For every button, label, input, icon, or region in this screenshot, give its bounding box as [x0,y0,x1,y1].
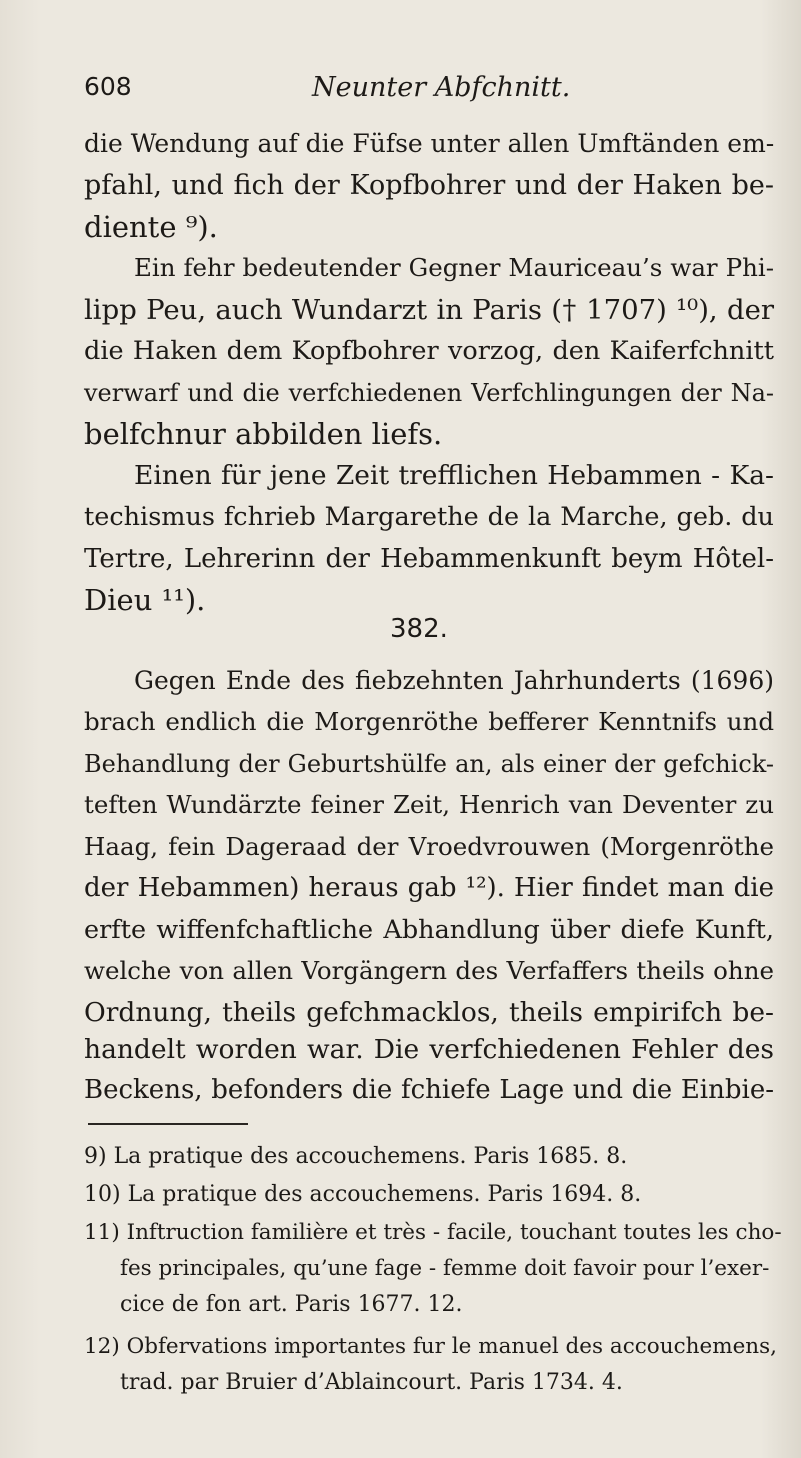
page-number: 608 [84,72,132,101]
text-line: Tertre, Lehrerinn der Hebammenkunft beym Hôtel- [84,544,774,574]
text-line: der Hebammen) heraus gab ¹²). Hier findet man die [84,873,774,903]
text-line: teften Wundärzte feiner Zeit, Henrich van Deventer zu [84,790,774,819]
footnote-continuation: trad. par Bruier d’Ablaincourt. Paris 1734. 4. [120,1370,623,1395]
text-line: Dieu ¹¹). [84,583,206,617]
text-line: Behandlung der Geburtshülfe an, als einer der gefchick- [84,750,774,778]
text-line: Beckens, befonders die fchiefe Lage und die Einbie- [84,1075,774,1105]
page-header [84,72,704,112]
footnote: 9) La pratique des accouchemens. Paris 1685. 8. [84,1144,628,1169]
footnote-continuation: cice de fon art. Paris 1677. 12. [120,1292,463,1317]
text-line: belfchnur abbilden liefs. [84,417,443,451]
text-line: pfahl, und fich der Kopfbohrer und der Haken be- [84,170,774,201]
running-title: Neunter Abfchnitt. [312,72,571,103]
footnote-continuation: fes principales, qu’une fage - femme doit favoir pour l’exer- [120,1256,770,1281]
text-line: die Haken dem Kopfbohrer vorzog, den Kaiferfchnitt [84,336,774,366]
footnote-divider [88,1123,248,1125]
text-line: handelt worden war. Die verfchiedenen Fehler des [84,1034,774,1065]
text-line: Einen für jene Zeit trefflichen Hebammen - Ka- [134,460,774,491]
text-line: brach endlich die Morgenröthe befferer Kenntnifs und [84,707,774,736]
text-line: Ordnung, theils gefchmacklos, theils empirifch be- [84,997,774,1028]
footnote: 11) Inftruction familière et très - facile, touchant toutes les cho- [84,1220,782,1245]
footnote: 10) La pratique des accouchemens. Paris 1694. 8. [84,1182,642,1207]
text-line: diente ⁹). [84,210,218,244]
text-line: erfte wiffenfchaftliche Abhandlung über diefe Kunft, [84,915,774,945]
text-line: lipp Peu, auch Wundarzt in Paris († 1707) ¹⁰), der [84,294,774,326]
text-line: Haag, fein Dageraad der Vroedvrouwen (Morgenröthe [84,832,774,861]
section-number: 382. [390,614,448,644]
text-line: verwarf und die verfchiedenen Verfchlingungen der Na- [84,379,774,407]
text-line: Ein fehr bedeutender Gegner Mauriceau’s war Phi- [134,253,774,282]
text-line: techismus fchrieb Margarethe de la Marche, geb. du [84,502,774,532]
text-line: die Wendung auf die Füfse unter allen Umftänden em- [84,129,775,158]
footnote: 12) Obfervations importantes fur le manuel des accouchemens, [84,1334,778,1359]
text-line: welche von allen Vorgängern des Verfaffers theils ohne [84,956,774,985]
text-line: Gegen Ende des fiebzehnten Jahrhunderts (1696) [134,666,774,695]
